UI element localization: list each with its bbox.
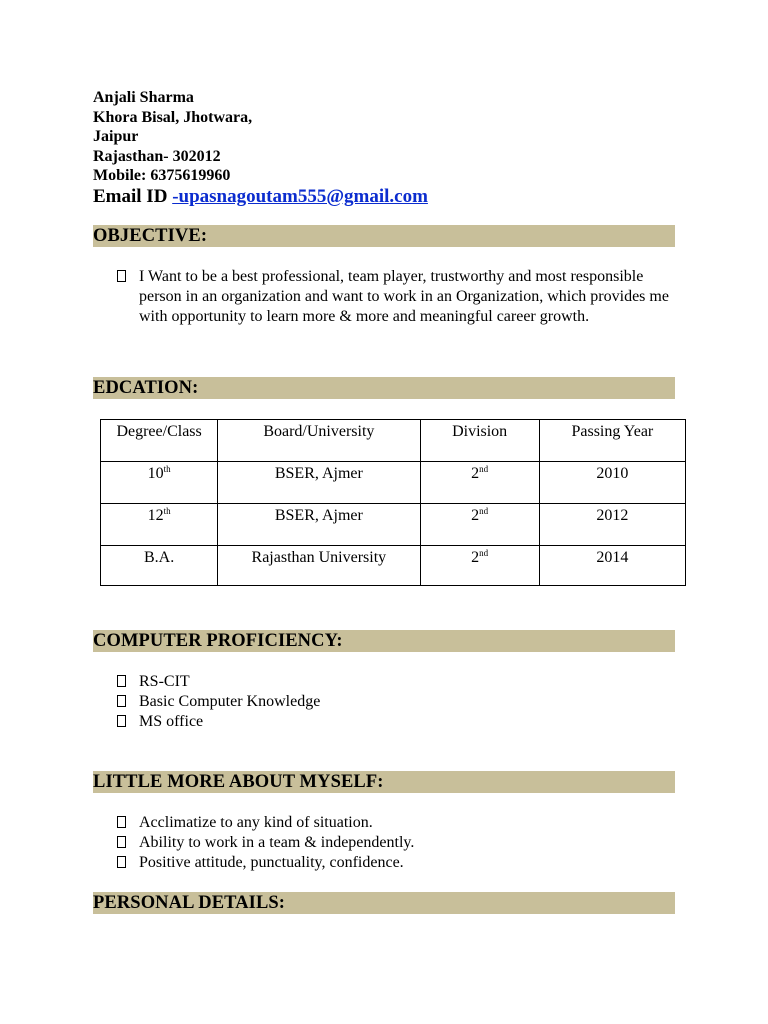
education-table xyxy=(100,419,686,586)
bullet-icon xyxy=(117,856,126,868)
bullet-icon xyxy=(117,816,126,828)
skill-text: RS-CIT xyxy=(139,673,190,690)
address-line-1: Khora Bisal, Jhotwara, xyxy=(93,108,253,126)
board-cell: BSER, Ajmer xyxy=(218,504,420,546)
division-suffix: nd xyxy=(479,506,489,516)
about-list xyxy=(117,813,677,872)
applicant-name: Anjali Sharma xyxy=(93,89,194,106)
division-suffix: nd xyxy=(479,548,489,558)
computer-list xyxy=(117,672,677,731)
list-item xyxy=(117,813,677,833)
degree-cell xyxy=(101,546,218,586)
board-cell: Rajasthan University xyxy=(218,546,420,586)
degree-value: 12 xyxy=(147,507,164,524)
year-cell: 2012 xyxy=(539,504,685,546)
division-cell xyxy=(420,546,539,586)
board-cell: BSER, Ajmer xyxy=(218,462,420,504)
trait-text: Ability to work in a team & independently. xyxy=(139,833,415,851)
table-header-row xyxy=(101,420,686,462)
email-line xyxy=(93,186,693,208)
division-value: 2 xyxy=(471,507,480,524)
list-item xyxy=(117,267,677,326)
column-header: Passing Year xyxy=(539,420,685,462)
list-item xyxy=(117,853,677,873)
column-header: Board/University xyxy=(218,420,420,462)
skill-text: MS office xyxy=(139,712,204,730)
degree-cell xyxy=(101,504,218,546)
section-education: EDCATION: xyxy=(93,377,675,399)
division-cell xyxy=(420,462,539,504)
year-cell: 2010 xyxy=(539,462,685,504)
mobile-number: Mobile: 6375619960 xyxy=(93,167,231,185)
degree-suffix: th xyxy=(163,464,171,474)
list-item xyxy=(117,672,677,692)
table-row xyxy=(101,504,686,546)
objective-text: I Want to be a best professional, team player, trustworthy and most responsible person in an organization and want to work in an Organization, which provides me with opportunity to learn more & more and meaningful career growth. xyxy=(139,268,669,325)
email-link[interactable]: -upasnagoutam555@gmail.com xyxy=(172,185,428,207)
bullet-icon xyxy=(117,836,126,848)
list-item xyxy=(117,833,677,853)
list-item xyxy=(117,712,677,732)
contact-header xyxy=(93,88,693,208)
division-cell xyxy=(420,504,539,546)
list-item xyxy=(117,692,677,712)
bullet-icon xyxy=(117,695,126,707)
bullet-icon xyxy=(117,675,126,687)
objective-list xyxy=(117,267,677,326)
table-row xyxy=(101,546,686,586)
degree-cell xyxy=(101,462,218,504)
degree-suffix: th xyxy=(163,506,171,516)
section-personal-details: PERSONAL DETAILS: xyxy=(93,892,675,914)
division-value: 2 xyxy=(471,465,480,482)
column-header: Degree/Class xyxy=(101,420,218,462)
section-objective: OBJECTIVE: xyxy=(93,225,675,247)
year-cell: 2014 xyxy=(539,546,685,586)
section-about-myself: LITTLE MORE ABOUT MYSELF: xyxy=(93,771,675,793)
division-value: 2 xyxy=(471,549,480,566)
section-computer-proficiency: COMPUTER PROFICIENCY: xyxy=(93,630,675,652)
degree-value: 10 xyxy=(147,465,164,482)
email-label: Email ID xyxy=(93,185,173,207)
state-pincode: Rajasthan- 302012 xyxy=(93,147,221,165)
address-line-2: Jaipur xyxy=(93,128,139,146)
bullet-icon xyxy=(117,270,126,282)
trait-text: Acclimatize to any kind of situation. xyxy=(139,814,373,831)
division-suffix: nd xyxy=(479,464,489,474)
table-row xyxy=(101,462,686,504)
column-header: Division xyxy=(420,420,539,462)
bullet-icon xyxy=(117,715,126,727)
degree-value: B.A. xyxy=(143,549,175,566)
skill-text: Basic Computer Knowledge xyxy=(139,692,321,710)
trait-text: Positive attitude, punctuality, confidence. xyxy=(139,853,404,871)
